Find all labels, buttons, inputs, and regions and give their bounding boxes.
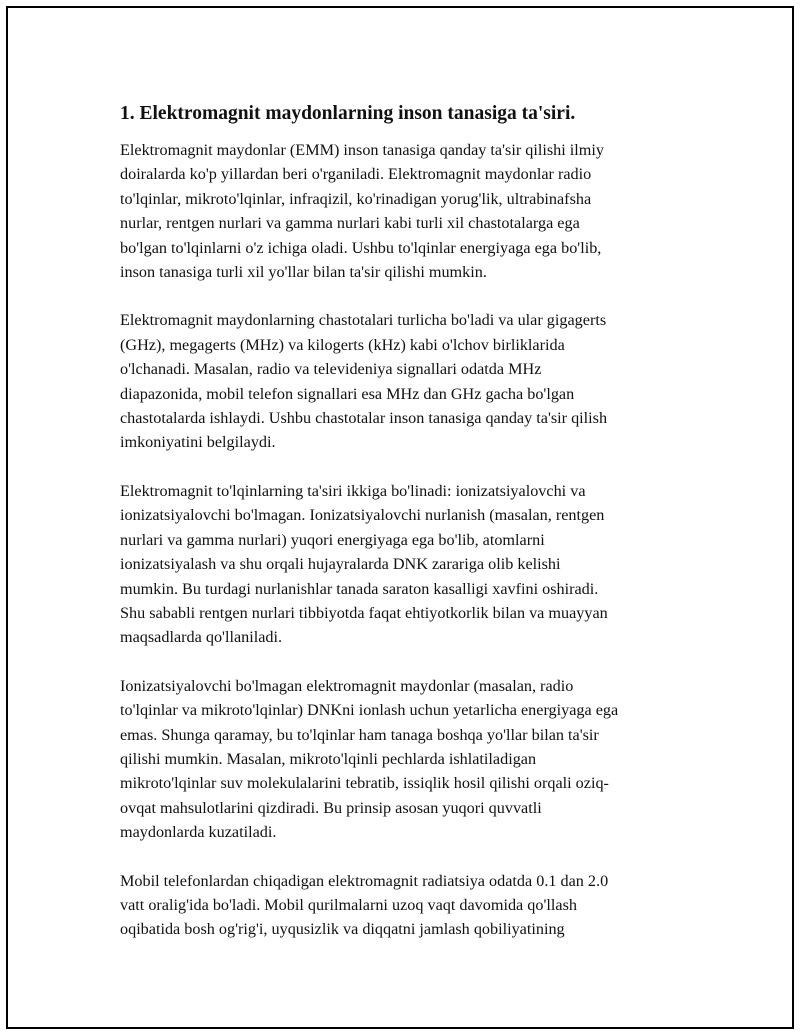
paragraph-line: Shu sababli rentgen nurlari tibbiyotda faqat ehtiyotkorlik bilan va muayyan [120,603,608,622]
paragraph-line: imkoniyatini belgilaydi. [120,433,276,452]
paragraph-line: Ionizatsiyalovchi bo'lmagan elektromagnit maydonlar (masalan, radio [120,676,574,695]
paragraph-line: chastotalarda ishlaydi. Ushbu chastotalar inson tanasiga qanday ta'sir qilish [120,409,608,428]
paragraph-line: Elektromagnit maydonlar (EMM) inson tanasiga qanday ta'sir qilishi ilmiy [120,141,604,159]
section-heading: 1. Elektromagnit maydonlarning inson tanasiga ta'siri. [120,103,576,124]
paragraph-line: Elektromagnit maydonlarning chastotalari turlicha bo'ladi va ular gigagerts [120,311,607,330]
paragraph-1 [120,138,692,284]
document-body [120,100,692,966]
paragraph-line: Mobil telefonlardan chiqadigan elektromagnit radiatsiya odatda 0.1 dan 2.0 [120,871,609,890]
paragraph-line: to'lqinlar va mikroto'lqinlar) DNKni ionlash uchun yetarlicha energiyaga ega [120,701,619,720]
paragraph-2 [120,308,692,454]
paragraph-line: ionizatsiyalash va shu orqali hujayralarda DNK zarariga olib kelishi [120,555,561,574]
paragraph-line: vatt oralig'ida bo'ladi. Mobil qurilmalarni uzoq vaqt davomida qo'llash [120,895,577,914]
paragraph-5 [120,869,692,942]
paragraph-line: maqsadlarda qo'llaniladi. [120,628,283,647]
paragraph-4 [120,674,692,845]
paragraph-line: ovqat mahsulotlarini qizdiradi. Bu prinsip asosan yuqori quvvatli [120,798,542,817]
paragraph-line: maydonlarda kuzatiladi. [120,823,277,842]
paragraph-line: inson tanasiga turli xil yo'llar bilan ta'sir qilishi mumkin. [120,263,487,282]
paragraph-line: oqibatida bosh og'rig'i, uyqusizlik va diqqatni jamlash qobiliyatining [120,920,565,939]
paragraph-line: to'lqinlar, mikroto'lqinlar, infraqizil, ko'rinadigan yorug'lik, ultrabinafsha [120,189,592,208]
page-frame [6,6,794,1029]
paragraph-3 [120,479,692,650]
paragraph-line: (GHz), megagerts (MHz) va kilogerts (kHz) kabi o'lchov birliklarida [120,335,565,354]
paragraph-line: qilishi mumkin. Masalan, mikroto'lqinli pechlarda ishlatiladigan [120,749,537,768]
paragraph-line: mikroto'lqinlar suv molekulalarini tebratib, issiqlik hosil qilishi orqali oziq- [120,774,609,793]
paragraph-line: bo'lgan to'lqinlarni o'z ichiga oladi. Ushbu to'lqinlar energiyaga ega bo'lib, [120,238,602,257]
paragraph-line: nurlar, rentgen nurlari va gamma nurlari kabi turli xil chastotalarga ega [120,214,580,233]
paragraph-line: nurlari va gamma nurlari) yuqori energiyaga ega bo'lib, atomlarni [120,530,545,549]
paragraph-line: doiralarda ko'p yillardan beri o'rganiladi. Elektromagnit maydonlar radio [120,165,592,184]
paragraph-line: ionizatsiyalovchi bo'lmagan. Ionizatsiyalovchi nurlanish (masalan, rentgen [120,506,605,525]
paragraph-line: emas. Shunga qaramay, bu to'lqinlar ham tanaga boshqa yo'llar bilan ta'sir [120,725,599,744]
paragraph-line: mumkin. Bu turdagi nurlanishlar tanada saraton kasalligi xavfini oshiradi. [120,579,599,598]
paragraph-line: o'lchanadi. Masalan, radio va televideniya signallari odatda MHz [120,360,542,379]
paragraph-line: diapazonida, mobil telefon signallari esa MHz dan GHz gacha bo'lgan [120,384,575,403]
paragraph-line: Elektromagnit to'lqinlarning ta'siri ikkiga bo'linadi: ionizatsiyalovchi va [120,481,586,500]
